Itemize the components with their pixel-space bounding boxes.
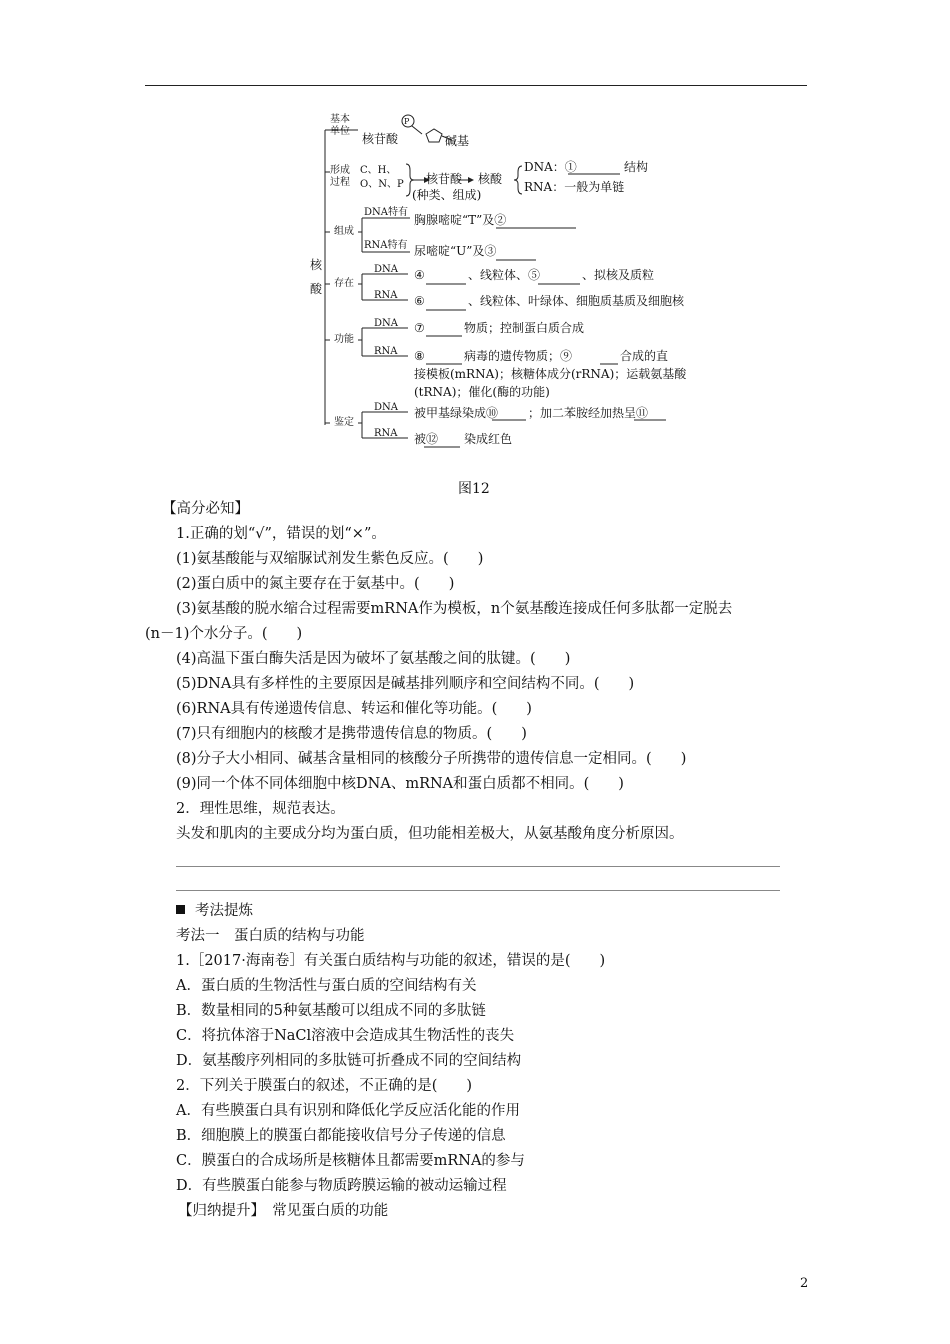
comp-rna-text: 尿嘧啶“U”及③ <box>414 244 497 258</box>
id-rna-b: 染成红色 <box>464 432 513 446</box>
section2-heading: 考法提炼 <box>176 902 253 920</box>
formation-label: 形成过程 <box>330 165 350 188</box>
func-rna-c: 合成的直 <box>620 349 669 363</box>
answer-line <box>176 866 780 867</box>
summary-heading: 【归纳提升】 常见蛋白质的功能 <box>178 1203 389 1219</box>
unit-phosphate: P <box>404 117 410 126</box>
exist-rna-tag: RNA <box>374 290 398 301</box>
identify-label: 鉴定 <box>334 417 354 428</box>
func-rna-b: 病毒的遗传物质；⑨ <box>464 349 573 363</box>
question-line: 2．下列关于膜蛋白的叙述，不正确的是( ) <box>176 1078 473 1094</box>
id-rna-tag: RNA <box>374 428 398 439</box>
id-dna-a: 被甲基绿染成⑩ <box>414 406 499 420</box>
question-line: C．膜蛋白的合成场所是核糖体且都需要mRNA的参与 <box>176 1153 525 1169</box>
unit-content: 核苷酸 <box>362 132 399 146</box>
statement-item: (7)只有细胞内的核酸才是携带遗传信息的物质。( ) <box>176 726 527 742</box>
question-line: D．有些膜蛋白能参与物质跨膜运输的被动运输过程 <box>176 1178 507 1194</box>
formation-nucleic: 核酸 <box>478 172 503 186</box>
formation-elements: C、H、O、N、P <box>360 165 404 190</box>
exist-rna-a: ⑥ <box>414 294 425 308</box>
formation-sub: (种类、组成) <box>412 188 482 202</box>
figure-caption: 图12 <box>458 481 490 497</box>
function-label: 功能 <box>334 334 354 345</box>
question-line: B．细胞膜上的膜蛋白都能接收信号分子传递的信息 <box>176 1128 506 1144</box>
root-char-1: 核 <box>310 258 323 272</box>
statement-item: (2)蛋白质中的氮主要存在于氨基中。( ) <box>176 576 455 592</box>
exist-dna-b: 、线粒体、⑤ <box>468 268 541 282</box>
exist-dna-a: ④ <box>414 268 425 282</box>
section1-q2: 2．理性思维，规范表达。 <box>176 801 345 817</box>
statement-item: (9)同一个体不同体细胞中核DNA、mRNA和蛋白质都不相同。( ) <box>176 776 624 792</box>
exist-label: 存在 <box>334 278 354 289</box>
formation-dna-tail: 结构 <box>624 160 649 174</box>
func-dna-a: ⑦ <box>414 321 425 335</box>
id-dna-tag: DNA <box>374 402 398 413</box>
func-dna-tag: DNA <box>374 318 398 329</box>
unit-label: 基本单位 <box>330 114 350 137</box>
statement-item: (8)分子大小相同、碱基含量相同的核酸分子所携带的遗传信息一定相同。( ) <box>176 751 687 767</box>
formation-dna: DNA：① <box>524 160 577 174</box>
func-rna-line3: (tRNA)；催化(酶的功能) <box>414 385 550 399</box>
statement-item: (1)氨基酸能与双缩脲试剂发生紫色反应。( ) <box>176 551 484 567</box>
page-number: 2 <box>800 1276 809 1291</box>
statement-item: (n－1)个水分子。( ) <box>145 626 303 642</box>
func-rna-tag: RNA <box>374 346 398 357</box>
comp-dna-text: 胸腺嘧啶“T”及② <box>414 213 507 227</box>
func-dna-b: 物质；控制蛋白质合成 <box>464 321 585 335</box>
statement-item: (6)RNA具有传递遗传信息、转运和催化等功能。( ) <box>176 701 532 717</box>
unit-base: 碱基 <box>445 134 470 148</box>
nucleic-acid-concept-map <box>300 110 720 455</box>
square-bullet-icon <box>176 905 185 914</box>
section1-heading: 【高分必知】 <box>162 501 249 517</box>
func-rna-line2: 接模板(mRNA)；核糖体成分(rRNA)；运载氨基酸 <box>414 367 687 381</box>
statement-item: (3)氨基酸的脱水缩合过程需要mRNA作为模板，n个氨基酸连接成任何多肽都一定脱去 <box>176 601 733 617</box>
section1-q1: 1.正确的划“√”，错误的划“×”。 <box>176 526 386 542</box>
question-line: B．数量相同的5种氨基酸可以组成不同的多肽链 <box>176 1003 486 1019</box>
id-dna-b: ；加二苯胺经加热呈⑪ <box>528 406 649 420</box>
method-title: 考法一 蛋白质的结构与功能 <box>176 928 365 944</box>
comp-dna-tag: DNA特有 <box>364 207 408 218</box>
question-line: C．将抗体溶于NaCl溶液中会造成其生物活性的丧失 <box>176 1028 515 1044</box>
func-rna-a: ⑧ <box>414 349 425 363</box>
question-line: A．蛋白质的生物活性与蛋白质的空间结构有关 <box>176 978 477 994</box>
exist-dna-c: 、拟核及质粒 <box>582 268 655 282</box>
exist-dna-tag: DNA <box>374 264 398 275</box>
exist-rna-b: 、线粒体、叶绿体、细胞质基质及细胞核 <box>468 294 685 308</box>
answer-line <box>176 890 780 891</box>
question-line: D．氨基酸序列相同的多肽链可折叠成不同的空间结构 <box>176 1053 522 1069</box>
id-rna-a: 被⑫ <box>414 432 439 446</box>
question-line: A．有些膜蛋白具有识别和降低化学反应活化能的作用 <box>176 1103 520 1119</box>
comp-rna-tag: RNA特有 <box>364 240 408 251</box>
formation-rna: RNA：一般为单链 <box>524 180 625 194</box>
statement-item: (5)DNA具有多样性的主要原因是碱基排列顺序和空间结构不同。( ) <box>176 676 635 692</box>
header-rule <box>145 85 807 86</box>
composition-label: 组成 <box>334 226 354 237</box>
question-line: 1.［2017·海南卷］有关蛋白质结构与功能的叙述，错误的是( ) <box>176 953 606 969</box>
section1-q2-text: 头发和肌肉的主要成分均为蛋白质，但功能相差极大，从氨基酸角度分析原因。 <box>176 826 684 842</box>
root-char-2: 酸 <box>310 282 323 296</box>
formation-nucleotide: 核苷酸 <box>426 172 463 186</box>
statement-item: (4)高温下蛋白酶失活是因为破坏了氨基酸之间的肽键。( ) <box>176 651 571 667</box>
